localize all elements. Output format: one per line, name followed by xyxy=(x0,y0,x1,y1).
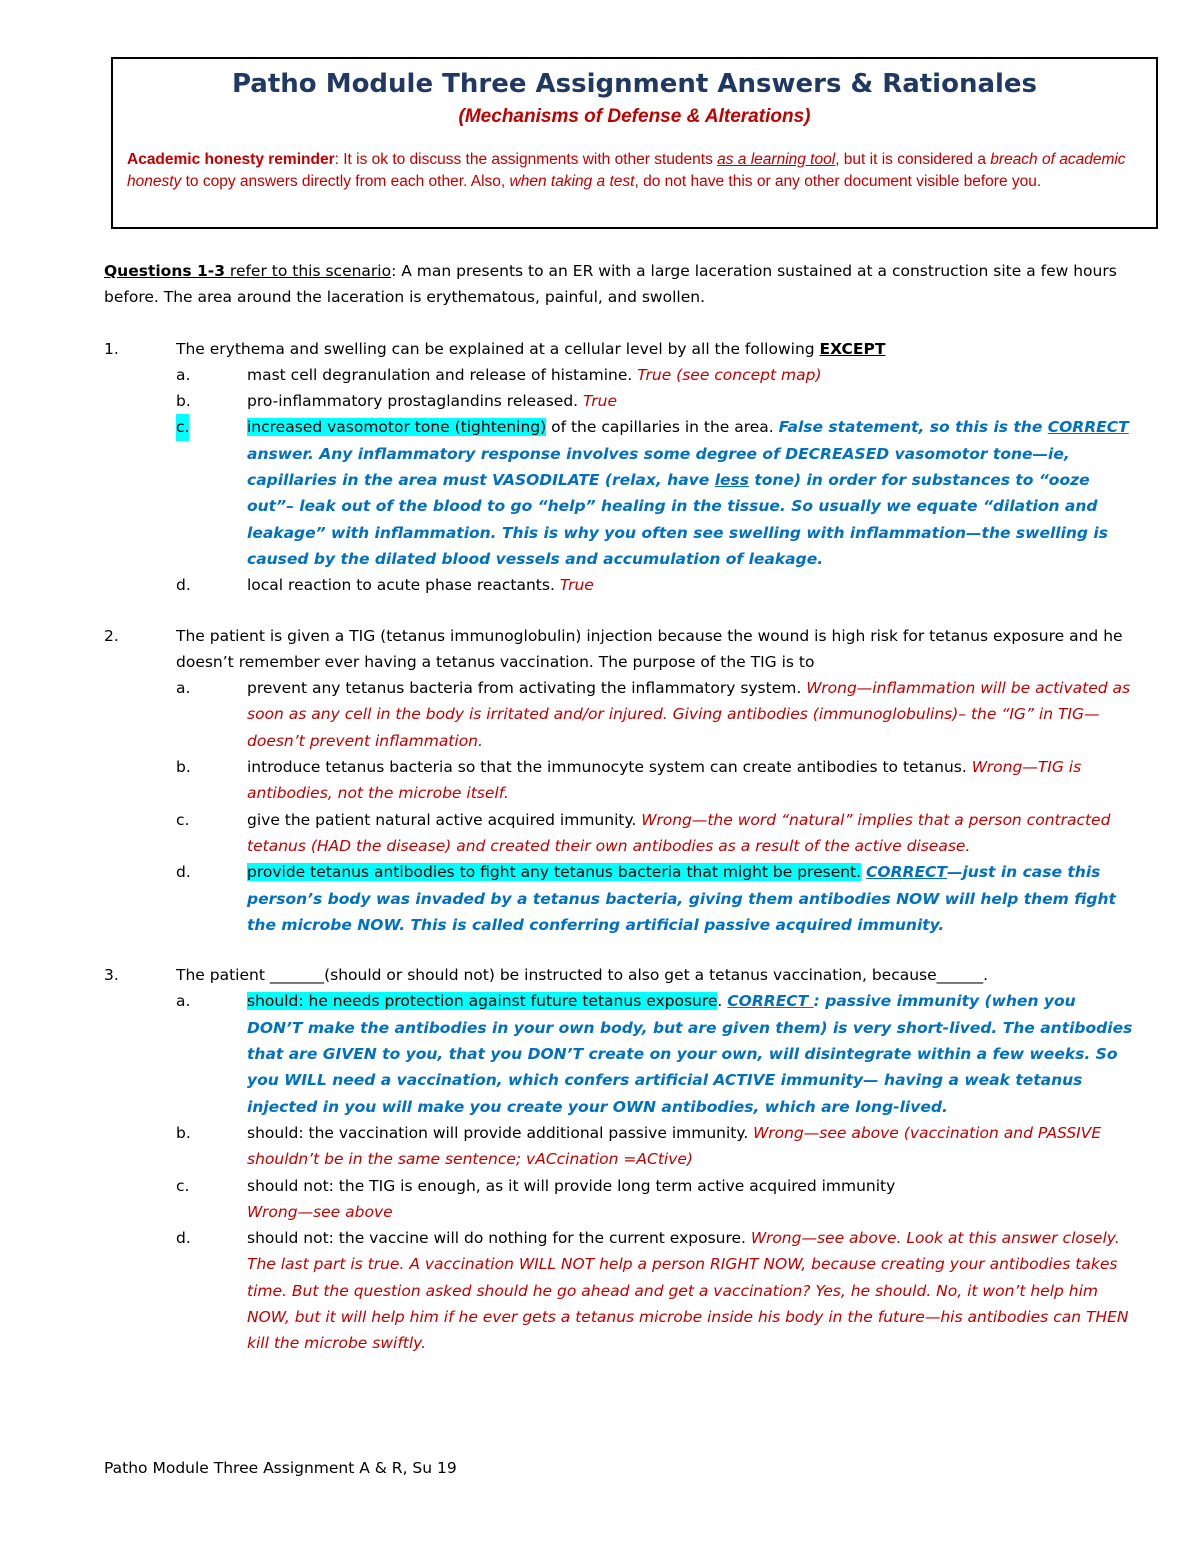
option-a xyxy=(104,988,1134,1119)
page-footer: Patho Module Three Assignment A & R, Su 19 xyxy=(104,1459,457,1477)
question-number: 3. xyxy=(104,966,119,985)
honesty-text: : It is ok to discuss the assignments with other students xyxy=(334,151,718,168)
rationale: False statement, so this is the xyxy=(778,418,1048,437)
rationale: Wrong—the word “natural” implies that a person contracted tetanus (HAD the disease) and created their own antibodies as a result of the active disease. xyxy=(247,810,1111,855)
rationale: answer. Any inflammatory response involves some degree of DECREASED vasomotor tone—ie, capillaries in the area must VASODILATE (relax, have xyxy=(247,444,1070,490)
rationale: Wrong—inflammation will be activated as soon as any cell in the body is irritated and/or injured. Giving antibodies (immunoglobulins)– the “IG” in TIG—doesn’t prevent inflammation. xyxy=(247,679,1131,750)
rationale: Wrong—TIG is antibodies, not the microbe itself. xyxy=(247,758,1082,803)
option-letter: d. xyxy=(176,576,191,595)
option-letter: c. xyxy=(176,414,189,440)
highlighted-answer: provide tetanus antibodies to fight any tetanus bacteria that might be present. xyxy=(247,863,862,882)
highlighted-answer: should: he needs protection against future tetanus exposure xyxy=(247,992,718,1011)
scenario xyxy=(104,258,1134,311)
question-3 xyxy=(104,962,1134,1356)
option-text: should: the vaccination will provide additional passive immunity. xyxy=(247,1123,754,1142)
question-stem xyxy=(104,623,1134,676)
option-text: should not: the TIG is enough, as it will provide long term active acquired immunity xyxy=(247,1176,896,1195)
option-text: local reaction to acute phase reactants. xyxy=(247,576,560,595)
option-text: . xyxy=(717,992,723,1011)
rationale: Wrong—see above (vaccination and PASSIVE shouldn’t be in the same sentence; vACcination =ACtive) xyxy=(247,1123,1102,1169)
option-text: of the capillaries in the area. xyxy=(546,418,779,437)
option-d xyxy=(104,1225,1134,1356)
scenario-text: : A man presents to an ER with a large laceration sustained at a construction site a few hours before. The area around the laceration is erythematous, painful, and swollen. xyxy=(104,262,1117,307)
option-text: mast cell degranulation and release of histamine. xyxy=(247,365,638,384)
honesty-text: , do not have this or any other document visible before you. xyxy=(634,173,1042,190)
rationale: : passive immunity (when you DON’T make the antibodies in your own body, but are given them) is very short-lived. The antibodies that are GIVEN to you, that you DON’T create on your own, will disintegrate within a few weeks. So you WILL need a vaccination, which confers artificial ACTIVE immunity— having a weak tetanus injected in you will make you create your OWN antibodies, which are long-lived. xyxy=(247,992,1133,1116)
honesty-reminder xyxy=(127,149,1142,193)
page-subtitle: (Mechanisms of Defense & Alterations) xyxy=(458,106,811,127)
option-text: introduce tetanus bacteria so that the immunocyte system can create antibodies to tetanus. xyxy=(247,758,972,777)
option-letter: a. xyxy=(176,992,191,1011)
question-stem xyxy=(104,962,1134,988)
option-letter: c. xyxy=(176,1176,190,1195)
page-title: Patho Module Three Assignment Answers & Rationales xyxy=(231,69,1038,99)
option-letter: c. xyxy=(176,810,190,829)
option-b xyxy=(104,1120,1134,1173)
option-b xyxy=(104,754,1134,807)
question-stem xyxy=(104,336,1134,362)
honesty-underline: as a learning tool xyxy=(717,151,836,168)
honesty-text: to copy answers directly from each other. Also, xyxy=(181,173,510,190)
option-text: give the patient natural active acquired immunity. xyxy=(247,810,642,829)
option-text: should not: the vaccine will do nothing for the current exposure. xyxy=(247,1229,751,1248)
honesty-label: Academic honesty reminder xyxy=(127,151,335,168)
option-b xyxy=(104,388,1134,414)
header-box xyxy=(111,57,1158,229)
scenario-lead: Questions 1-3 xyxy=(104,262,225,280)
document-body xyxy=(104,258,1134,1381)
option-c xyxy=(104,1173,1134,1226)
rationale-correct: CORRECT xyxy=(866,863,947,882)
option-letter: a. xyxy=(176,365,191,384)
option-a xyxy=(104,675,1134,754)
honesty-emphasis: when taking a test xyxy=(509,173,635,190)
highlighted-answer: increased vasomotor tone (tightening) xyxy=(247,418,547,437)
option-letter: d. xyxy=(176,863,191,882)
honesty-emphasis: breach of academic honesty xyxy=(127,151,1126,190)
question-2 xyxy=(104,623,1134,939)
rationale-correct: CORRECT xyxy=(727,992,814,1011)
rationale: tone) in order for substances to “ooze out”– leak out of the blood to go “help” healing in the tissue. So usually we equate “dilation and leakage” with inflammation. This is why you often see swelling with inflammation—the swelling is caused by the dilated blood vessels and accumulation of leakage. xyxy=(247,471,1108,568)
option-letter: b. xyxy=(176,392,191,411)
option-a xyxy=(104,362,1134,388)
option-text: pro-inflammatory prostaglandins released. xyxy=(247,392,584,411)
rationale: —just in case this person’s body was invaded by a tetanus bacteria, giving them antibodies NOW will help them fight the microbe NOW. This is called conferring artificial passive acquired immunity. xyxy=(247,863,1116,934)
option-letter: a. xyxy=(176,679,191,698)
stem-text: The patient is given a TIG (tetanus immunoglobulin) injection because the wound is high risk for tetanus exposure and he doesn’t remember ever having a tetanus vaccination. The purpose of the TIG is to xyxy=(176,626,1123,671)
option-text: prevent any tetanus bacteria from activating the inflammatory system. xyxy=(247,679,807,698)
rationale: True (see concept map) xyxy=(637,365,822,384)
option-c xyxy=(104,414,1134,572)
option-letter: b. xyxy=(176,1123,191,1142)
option-letter: b. xyxy=(176,758,191,777)
question-number: 2. xyxy=(104,626,119,645)
option-c xyxy=(104,807,1134,860)
honesty-text: , but it is considered a xyxy=(835,151,991,168)
rationale: Wrong—see above. Look at this answer closely. The last part is true. A vaccination WILL NOT help a person RIGHT NOW, because creating your antibodies takes time. But the question asked should he go ahead and get a vaccination? Yes, he should. No, it won’t help him NOW, but it will help him if he ever gets a tetanus microbe inside his body in the future—his antibodies can THEN kill the microbe swiftly. xyxy=(247,1229,1129,1353)
rationale: True xyxy=(583,392,618,411)
option-letter: d. xyxy=(176,1229,191,1248)
stem-text: The erythema and swelling can be explained at a cellular level by all the following xyxy=(176,339,820,358)
option-d xyxy=(104,572,1134,598)
option-d xyxy=(104,859,1134,938)
rationale-emphasis: less xyxy=(714,471,749,490)
scenario-lead: refer to this scenario xyxy=(224,262,392,280)
question-number: 1. xyxy=(104,339,119,358)
question-1 xyxy=(104,336,1134,599)
stem-emphasis: EXCEPT xyxy=(819,339,886,358)
rationale: Wrong—see above xyxy=(247,1202,393,1221)
rationale-correct: CORRECT xyxy=(1047,418,1129,437)
stem-text: The patient _______(should or should not) be instructed to also get a tetanus vaccination, because______. xyxy=(176,966,989,985)
rationale: True xyxy=(559,576,594,595)
